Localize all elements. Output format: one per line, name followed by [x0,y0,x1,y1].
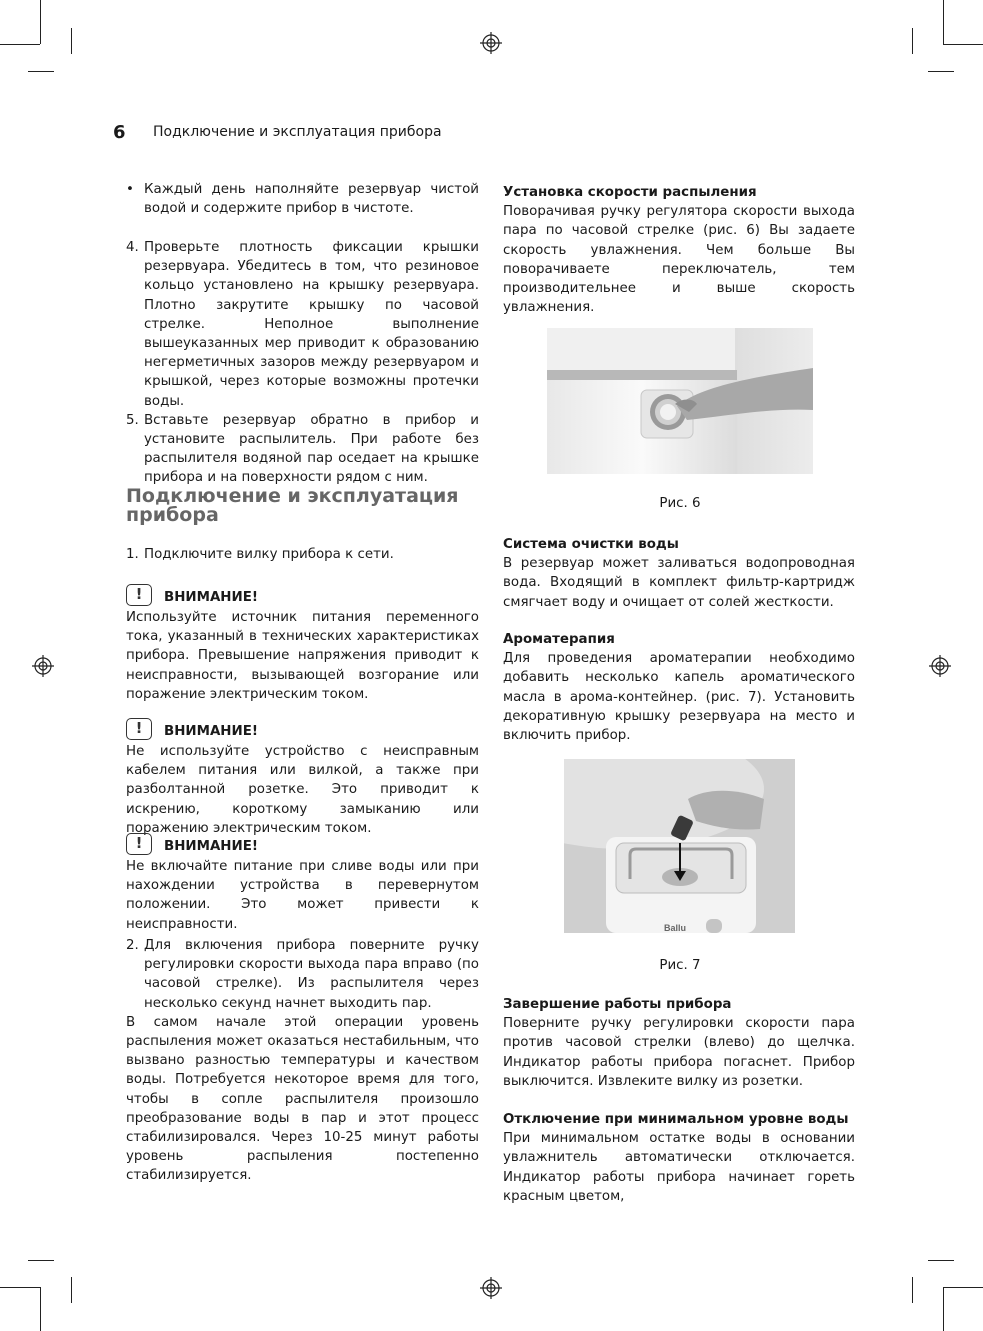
crop-mark [928,1260,954,1261]
registration-mark-icon [929,655,951,677]
warning-icon: ! [126,584,152,606]
warning-icon: ! [126,833,152,855]
humidifier-knob-illustration [547,328,813,474]
crop-mark [40,0,41,44]
warning-text: Не включайте питание при сливе воды или при нахождении устройства в перевернутом положении. Это может привести к неисправности. [126,859,479,932]
registration-mark-icon [480,32,502,54]
warning-block [126,831,479,934]
crop-mark [943,0,944,44]
crop-mark [28,71,54,72]
registration-mark-icon [32,655,54,677]
step-2 [126,936,479,1186]
registration-mark-icon [480,1277,502,1299]
page-number: 6 [113,122,126,143]
step-text: Подключите вилку прибора к сети. [144,547,394,562]
warning-icon: ! [126,718,152,740]
crop-mark [943,44,983,45]
subsection-title: Установка скорости распыления [503,185,757,200]
step-number: 2. [126,938,139,953]
running-header: Подключение и эксплуатация прибора [153,124,442,140]
left-column [126,180,479,218]
lowwater-section [503,1110,855,1206]
crop-mark [928,71,954,72]
section-title: Подключение и эксплуатация прибора [126,485,459,526]
aroma-drop-illustration [564,759,795,933]
aroma-section [503,630,855,745]
finish-section [503,995,855,1091]
crop-mark [40,1287,41,1331]
subsection-title: Ароматерапия [503,632,615,647]
crop-mark [71,28,72,54]
bullet-text: Каждый день наполняйте резервуар чистой водой и содержите прибор в чистоте. [144,182,479,217]
crop-mark [0,44,40,45]
warning-text: Не используйте устройство с неисправным кабелем питания или вилкой, а также при разболтанной розетке. Это приводит к искрению, короткому замыканию или поражению электрическим током. [126,744,479,836]
crop-mark [943,1287,983,1288]
subsection-title: Отключение при минимальном уровне воды [503,1112,849,1127]
step-number: 1. [126,547,139,562]
warning-title: ВНИМАНИЕ! [164,839,258,854]
crop-mark [912,1277,913,1303]
step-5 [126,411,479,488]
list-item: • Каждый день наполняйте резервуар чистой водой и содержите прибор в чистоте. [126,182,479,217]
warning-title: ВНИМАНИЕ! [164,590,258,605]
figure-caption: Рис. 7 [659,958,701,973]
crop-mark [912,28,913,54]
step-4 [126,238,479,488]
figure-caption: Рис. 6 [659,496,701,511]
step-number: 5. [126,412,139,428]
crop-mark [28,1260,54,1261]
subsection-title: Система очистки воды [503,537,679,552]
step-text: Проверьте плотность фиксации крышки резервуара. Убедитесь в том, что резиновое кольцо установлено на крышку резервуара. Плотно закрутите крышку по часовой стрелке. Неполное выполнение вышеуказанных мер приводит к образованию негерметичных зазоров между резервуаром и крышкой, через которые возможны протечки воды. [144,240,479,409]
step-number: 4. [126,240,139,255]
warning-text: Используйте источник питания переменного тока, указанный в технических характеристиках прибора. Превышение напряжения приводит к неисправности, вызывающей возгорание или поражение электрическим током. [126,610,479,702]
paragraph: Поверните ручку регулировки скорости пара против часовой стрелки (влево) до щелчка. Индикатор работы прибора погаснет. Прибор выключится. Извлеките вилку из розетки. [503,1016,855,1089]
section-heading [126,487,479,525]
paragraph: Для проведения ароматерапии необходимо добавить несколько капель ароматического масла в арома-контейнер. (рис. 7). Установить декоративную крышку резервуара на место и включить прибор. [503,651,855,744]
speed-section [503,183,855,317]
water-section [503,535,855,612]
step-text: Для включения прибора поверните ручку регулировки скорости выхода пара вправо (по часовой стрелке). Из распылителя через несколько секунд начнет выходить пар. [144,938,479,1011]
paragraph: В самом начале этой операции уровень распыления может оказаться нестабильным, что вызвано разностью температуры и качеством воды. Потребуется некоторое время для того, чтобы в сопле распылителя произошло преобразование воды в пар и этот процесс стабилизировался. Через 10-25 минут работы уровень распыления постепенно стабилизируется. [126,1014,479,1184]
paragraph: При минимальном остатке воды в основании увлажнитель автоматически отключается. Индикатор работы прибора начинает гореть красным цветом, [503,1131,855,1204]
brand-logo: Ballu [664,923,687,933]
crop-mark [943,1287,944,1331]
figure-7-photo [564,759,795,933]
warning-title: ВНИМАНИЕ! [164,724,258,739]
step-text: Вставьте резервуар обратно в прибор и установите распылитель. При работе без распылителя водяной пар оседает на крышке прибора и на поверхности рядом с ним. [144,412,479,486]
crop-mark [0,1287,40,1288]
paragraph: В резервуар может заливаться водопроводная вода. Входящий в комплект фильтр-картридж смягчает воду и очищает от солей жесткости. [503,556,855,610]
warning-block [126,716,479,838]
step-1 [126,545,479,564]
figure-6-photo [547,328,813,474]
crop-mark [71,1277,72,1303]
subsection-title: Завершение работы прибора [503,997,732,1012]
warning-block [126,582,479,704]
paragraph: Поворачивая ручку регулятора скорости выхода пара по часовой стрелке (рис. 6) Вы задаете скорость увлажнения. Чем больше Вы поворачиваете переключатель, тем производительнее и выше скорость увлажнения. [503,204,855,316]
